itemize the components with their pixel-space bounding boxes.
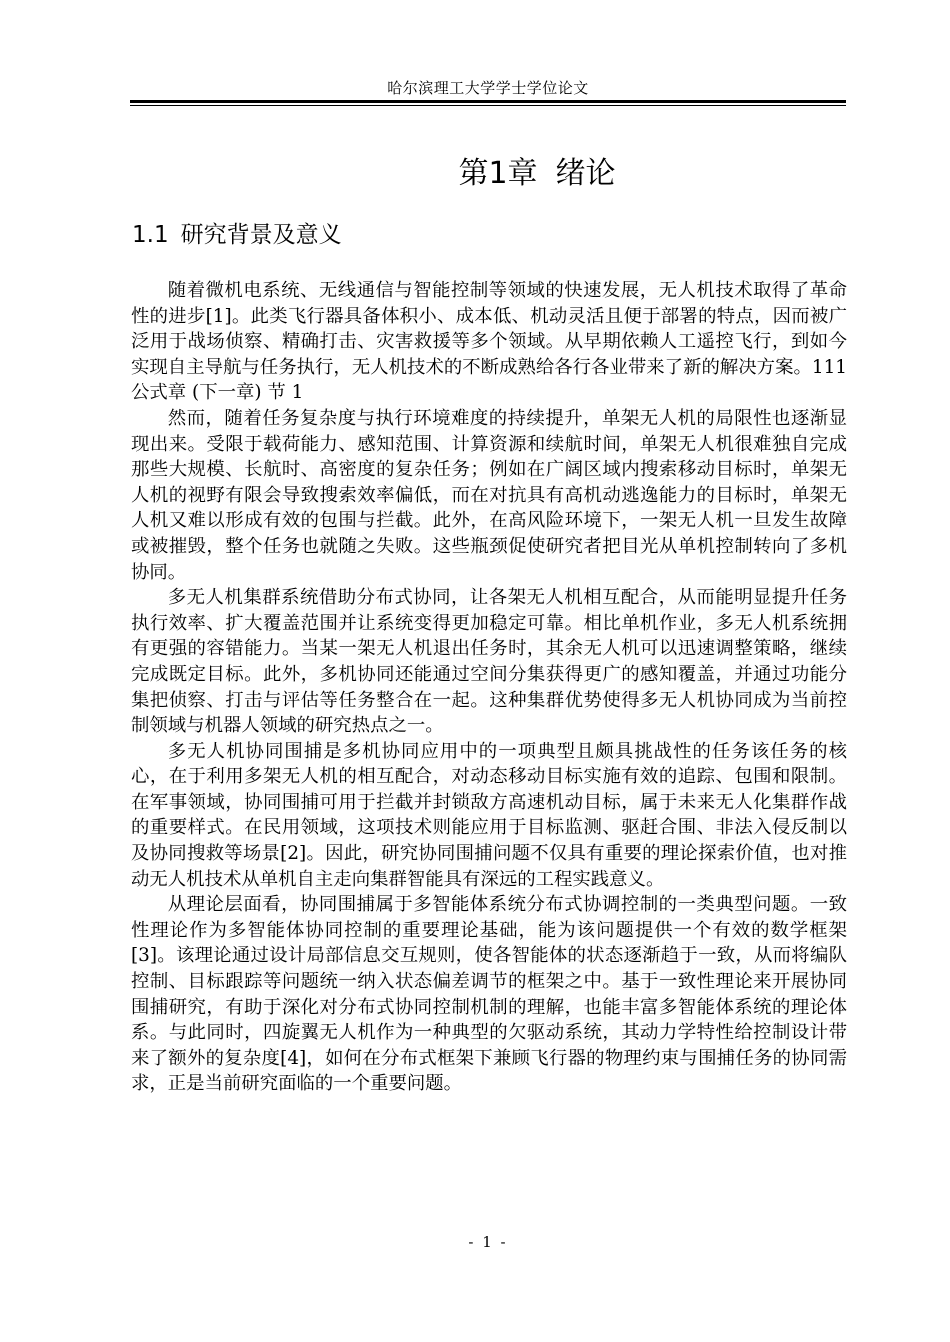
paragraph: 然而，随着任务复杂度与执行环境难度的持续提升，单架无人机的局限性也逐渐显现出来。受限于载荷能力、感知范围、计算资源和续航时间，单架无人机很难独自完成那些大规模、长航时、高密度的复杂任务；例如在广阔区域内搜索移动目标时，单架无人机的视野有限会导致搜索效率偏低，而在对抗具有高机动逃逸能力的目标时，单架无人机又难以形成有效的包围与拦截。此外，在高风险环境下，一架无人机一旦发生故障或被摧毁，整个任务也就随之失败。这些瓶颈促使研究者把目光从单机控制转向了多机协同。 (131, 407, 847, 583)
running-header: 哈尔滨理工大学学士学位论文 (387, 79, 589, 97)
section-number: 1.1 (132, 222, 169, 248)
header-rule-thick (130, 100, 846, 103)
body-text (131, 278, 847, 1097)
chapter-number: 第1章 (458, 156, 538, 191)
section-name: 研究背景及意义 (180, 222, 342, 248)
section-title (132, 218, 342, 252)
chapter-title (130, 152, 846, 196)
header-rule-thin (130, 105, 846, 106)
paragraph: 随着微机电系统、无线通信与智能控制等领域的快速发展，无人机技术取得了革命性的进步[1]。此类飞行器具备体积小、成本低、机动灵活且便于部署的特点，因而被广泛用于战场侦察、精确打击、灾害救援等多个领域。从早期依赖人工遥控飞行，到如今实现自主导航与任务执行，无人机技术的不断成熟给各行各业带来了新的解决方案。111公式章 (下一章) 节 1 (131, 280, 847, 404)
paragraph: 多无人机协同围捕是多机协同应用中的一项典型且颇具挑战性的任务该任务的核心，在于利用多架无人机的相互配合，对动态移动目标实施有效的追踪、包围和限制。在军事领域，协同围捕可用于拦截并封锁敌方高速机动目标，属于未来无人化集群作战的重要样式。在民用领域，这项技术则能应用于目标监测、驱赶合围、非法入侵反制以及协同搜救等场景[2]。因此，研究协同围捕问题不仅具有重要的理论探索价值，也对推动无人机技术从单机自主走向集群智能具有深远的工程实践意义。 (131, 740, 847, 890)
paragraph: 多无人机集群系统借助分布式协同，让各架无人机相互配合，从而能明显提升任务执行效率、扩大覆盖范围并让系统变得更加稳定可靠。相比单机作业，多无人机系统拥有更强的容错能力。当某一架无人机退出任务时，其余无人机可以迅速调整策略，继续完成既定目标。此外，多机协同还能通过空间分集获得更广的感知覆盖，并通过功能分集把侦察、打击与评估等任务整合在一起。这种集群优势使得多无人机协同成为当前控制领域与机器人领域的研究热点之一。 (131, 587, 847, 737)
page-number: - 1 - (468, 1233, 508, 1251)
chapter-name: 绪论 (555, 156, 616, 191)
paragraph: 从理论层面看，协同围捕属于多智能体系统分布式协调控制的一类典型问题。一致性理论作为多智能体协同控制的重要理论基础，能为该问题提供一个有效的数学框架[3]。该理论通过设计局部信息交互规则，使各智能体的状态逐渐趋于一致，从而将编队控制、目标跟踪等问题统一纳入状态偏差调节的框架之中。基于一致性理论来开展协同围捕研究，有助于深化对分布式协同控制机制的理解，也能丰富多智能体系统的理论体系。与此同时，四旋翼无人机作为一种典型的欠驱动系统，其动力学特性给控制设计带来了额外的复杂度[4]，如何在分布式框架下兼顾飞行器的物理约束与围捕任务的协同需求，正是当前研究面临的一个重要问题。 (131, 894, 847, 1095)
